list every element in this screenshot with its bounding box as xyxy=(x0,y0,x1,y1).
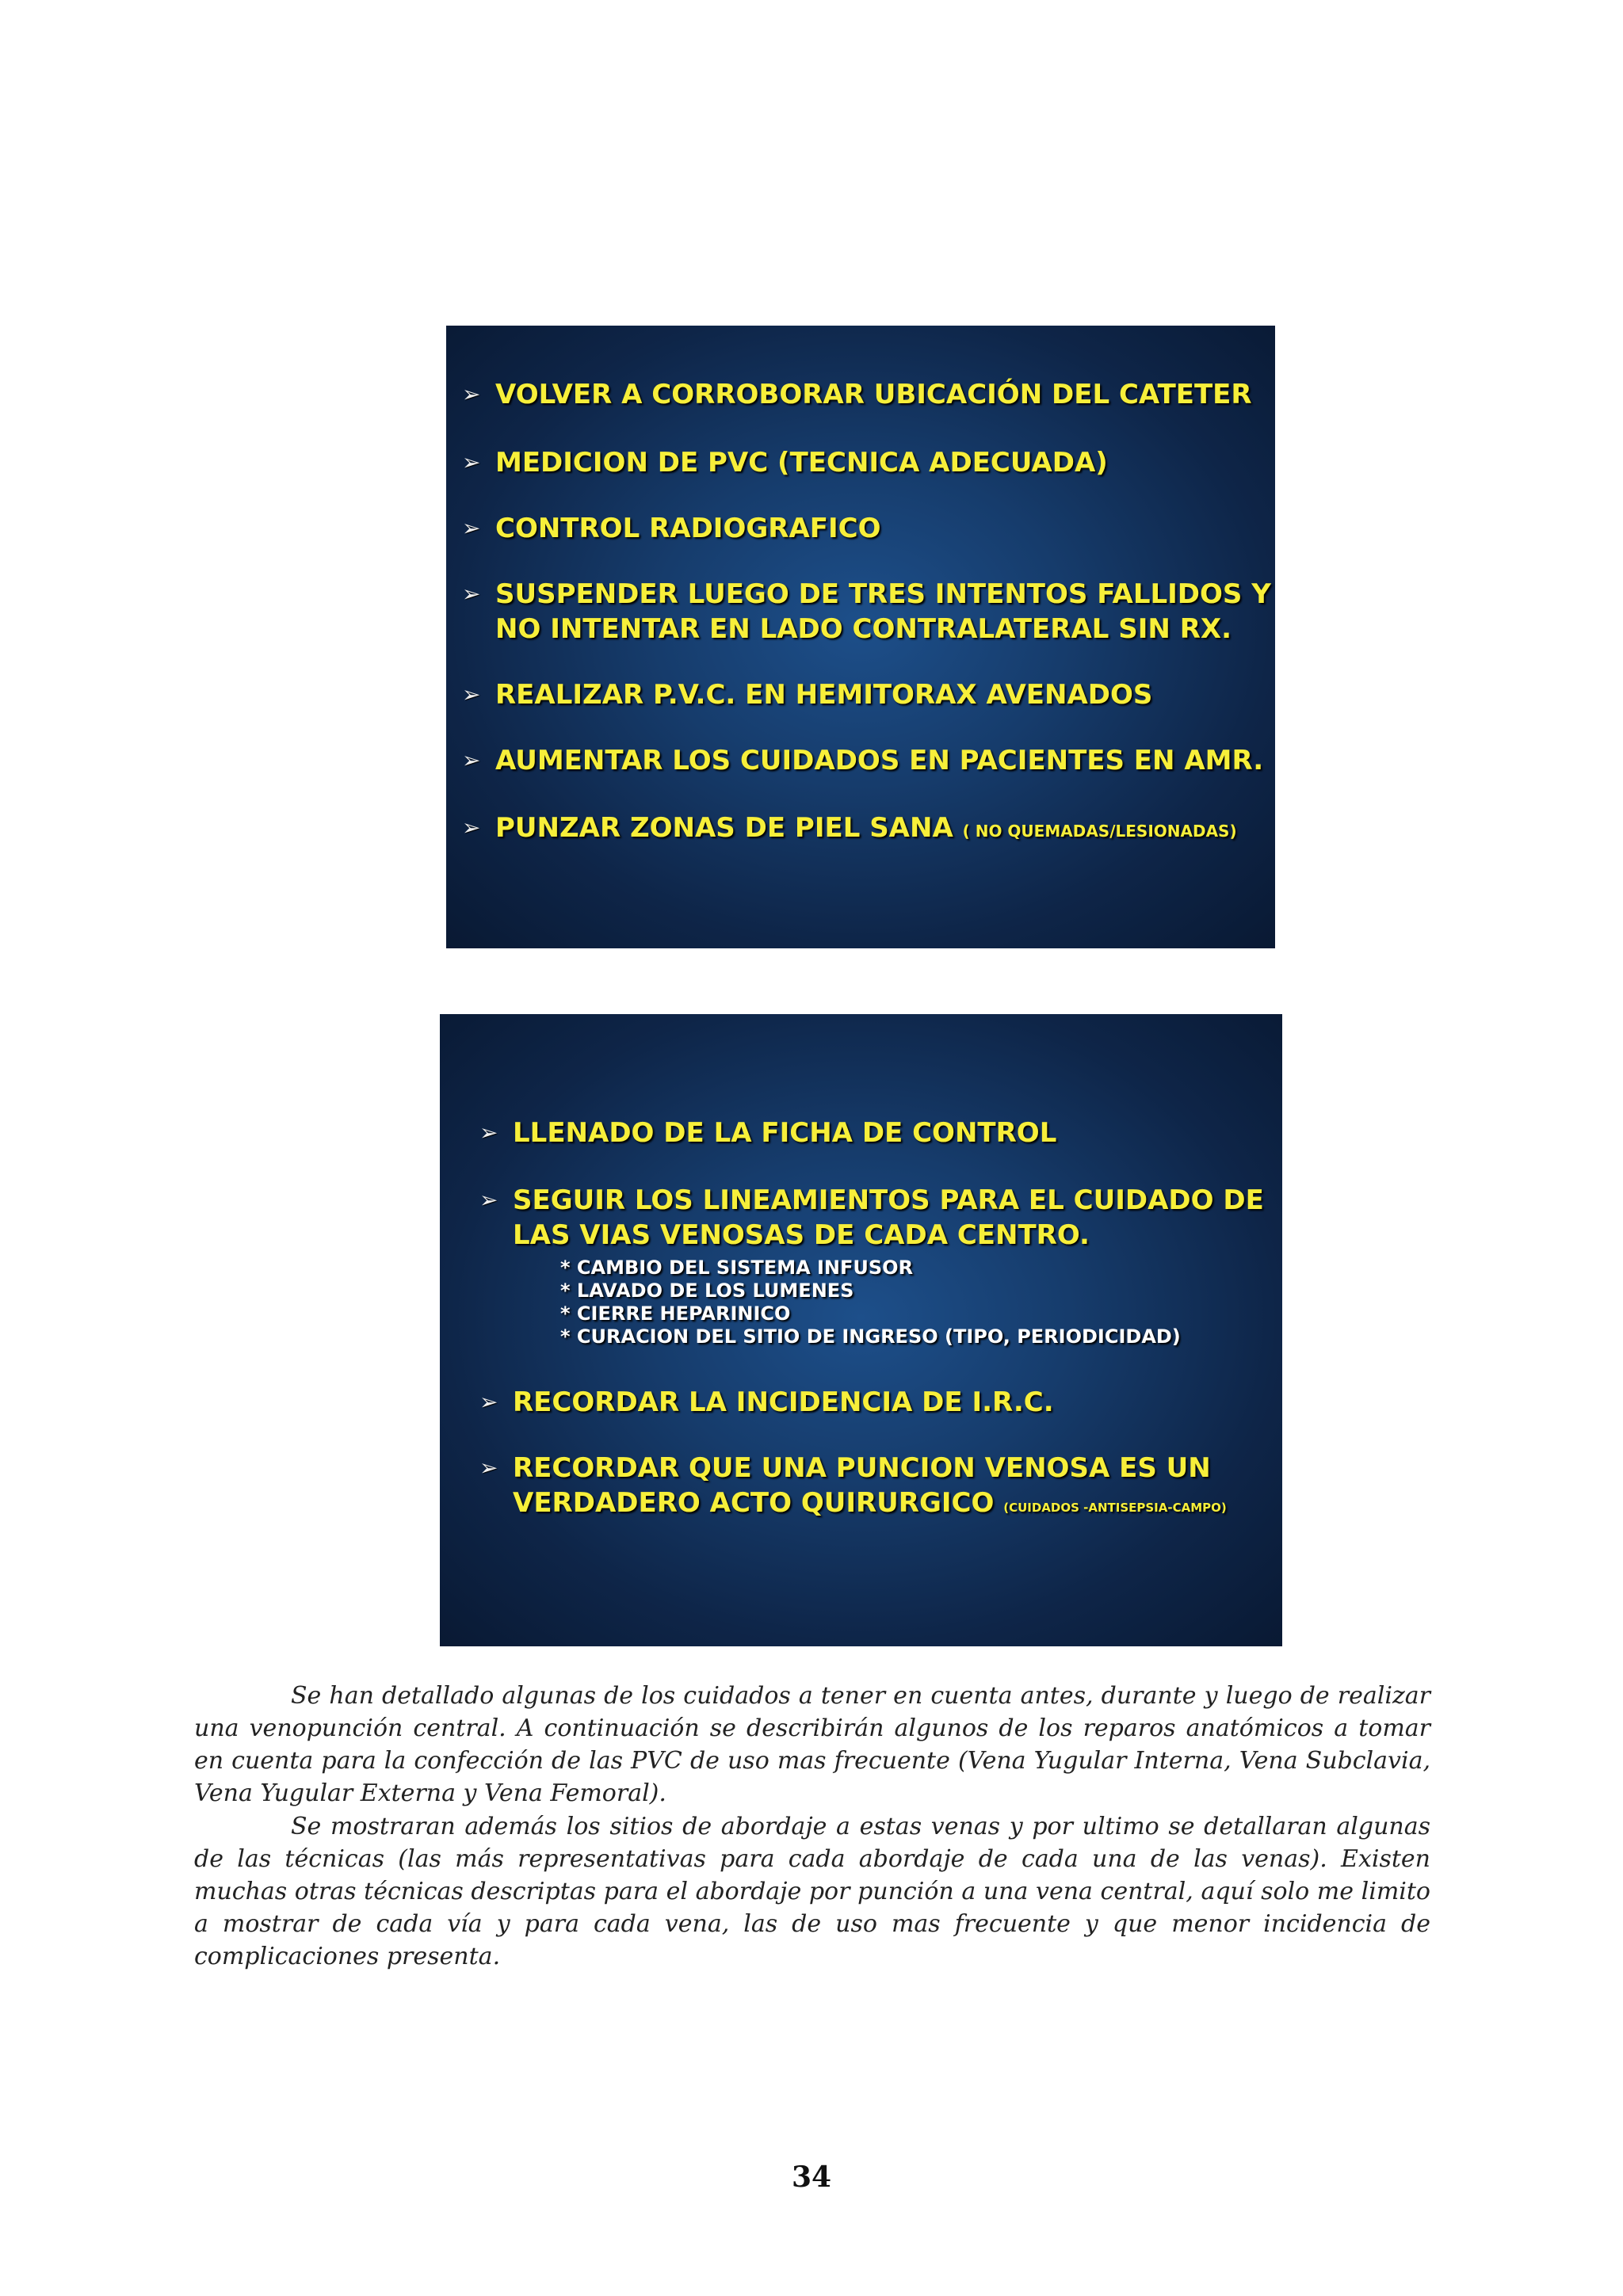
slide2-subitem-3: * CIERRE HEPARINICO xyxy=(560,1302,791,1325)
slide-1 xyxy=(446,326,1275,948)
slide2-bullet-2-line2: LAS VIAS VENOSAS DE CADA CENTRO. xyxy=(513,1219,1090,1251)
slide1-bullet-6 xyxy=(462,743,1263,778)
arrow-bullet-icon: ➢ xyxy=(479,1187,498,1213)
slide2-bullet-3-text: RECORDAR LA INCIDENCIA DE I.R.C. xyxy=(513,1386,1054,1418)
arrow-bullet-icon: ➢ xyxy=(462,681,481,707)
slide2-bullet-1-text: LLENADO DE LA FICHA DE CONTROL xyxy=(513,1117,1057,1149)
slide1-bullet-4-line1: SUSPENDER LUEGO DE TRES INTENTOS FALLIDOS Y xyxy=(495,578,1271,610)
slide1-bullet-1-text: VOLVER A CORROBORAR UBICACIÓN DEL CATETER xyxy=(495,379,1252,410)
arrow-bullet-icon: ➢ xyxy=(462,581,481,607)
slide1-bullet-4 xyxy=(462,577,1271,646)
slide1-bullet-2 xyxy=(462,445,1108,480)
slide1-bullet-1 xyxy=(462,377,1252,412)
slide-2 xyxy=(440,1014,1282,1646)
slide1-bullet-3-text: CONTROL RADIOGRAFICO xyxy=(495,513,881,544)
slide2-subitem-1: * CAMBIO DEL SISTEMA INFUSOR xyxy=(560,1257,914,1279)
slide2-bullet-4-line1: RECORDAR QUE UNA PUNCION VENOSA ES UN xyxy=(513,1452,1211,1484)
arrow-bullet-icon: ➢ xyxy=(479,1389,498,1415)
slide1-bullet-2-text: MEDICION DE PVC (TECNICA ADECUADA) xyxy=(495,447,1108,479)
slide2-bullet-4-line2: VERDADERO ACTO QUIRURGICO xyxy=(513,1487,995,1519)
arrow-bullet-icon: ➢ xyxy=(479,1119,498,1146)
slide1-bullet-7-note: ( NO QUEMADAS/LESIONADAS) xyxy=(962,822,1237,841)
arrow-bullet-icon: ➢ xyxy=(479,1455,498,1481)
slide1-bullet-6-text: AUMENTAR LOS CUIDADOS EN PACIENTES EN AMR. xyxy=(495,745,1264,776)
slide1-bullet-7 xyxy=(462,810,1237,849)
page-number: 34 xyxy=(791,2161,832,2194)
slide1-bullet-4-line2: NO INTENTAR EN LADO CONTRALATERAL SIN RX. xyxy=(495,613,1232,645)
arrow-bullet-icon: ➢ xyxy=(462,381,481,407)
slide1-bullet-7-text: PUNZAR ZONAS DE PIEL SANA xyxy=(495,812,953,844)
slide2-bullet-3 xyxy=(479,1385,1054,1420)
slide2-subitem-4: * CURACION DEL SITIO DE INGRESO (TIPO, PERIODICIDAD) xyxy=(560,1325,1181,1348)
body-paragraph-1 xyxy=(194,1680,1430,1810)
slide2-bullet-2-line1: SEGUIR LOS LINEAMIENTOS PARA EL CUIDADO DE xyxy=(513,1184,1264,1216)
slide2-subitem-2: * LAVADO DE LOS LUMENES xyxy=(560,1280,854,1302)
slide1-bullet-5 xyxy=(462,677,1152,712)
slide1-bullet-5-text: REALIZAR P.V.C. EN HEMITORAX AVENADOS xyxy=(495,679,1153,711)
arrow-bullet-icon: ➢ xyxy=(462,515,481,541)
body-paragraph-2-text: Se mostraran además los sitios de abordaje a estas venas y por ultimo se detallaran algunas de las técnicas (las más representativas para cada abordaje de cada una de las venas). Existen muchas otras técnicas descriptas para el abordaje por punción a una vena central, aquí solo me limito a mostrar de cada vía y para cada vena, las de uso mas frecuente y que menor incidencia de complicaciones presenta. xyxy=(194,1813,1430,1970)
body-paragraph-1-text: Se han detallado algunas de los cuidados a tener en cuenta antes, durante y luego de realizar una venopunción central. A continuación se describirán algunos de los reparos anatómicos a tomar en cuenta para la confección de las PVC de uso mas frecuente (Vena Yugular Interna, Vena Subclavia, Vena Yugular Externa y Vena Femoral). xyxy=(194,1682,1430,1807)
slide2-bullet-4-note: (CUIDADOS -ANTISEPSIA-CAMPO) xyxy=(1003,1501,1227,1515)
arrow-bullet-icon: ➢ xyxy=(462,814,481,841)
slide2-bullet-1 xyxy=(479,1116,1056,1150)
body-paragraph-2 xyxy=(194,1810,1430,1973)
slide1-bullet-3 xyxy=(462,511,881,546)
arrow-bullet-icon: ➢ xyxy=(462,449,481,475)
arrow-bullet-icon: ➢ xyxy=(462,747,481,773)
slide2-bullet-4 xyxy=(479,1451,1227,1525)
slide2-bullet-2 xyxy=(479,1183,1264,1253)
